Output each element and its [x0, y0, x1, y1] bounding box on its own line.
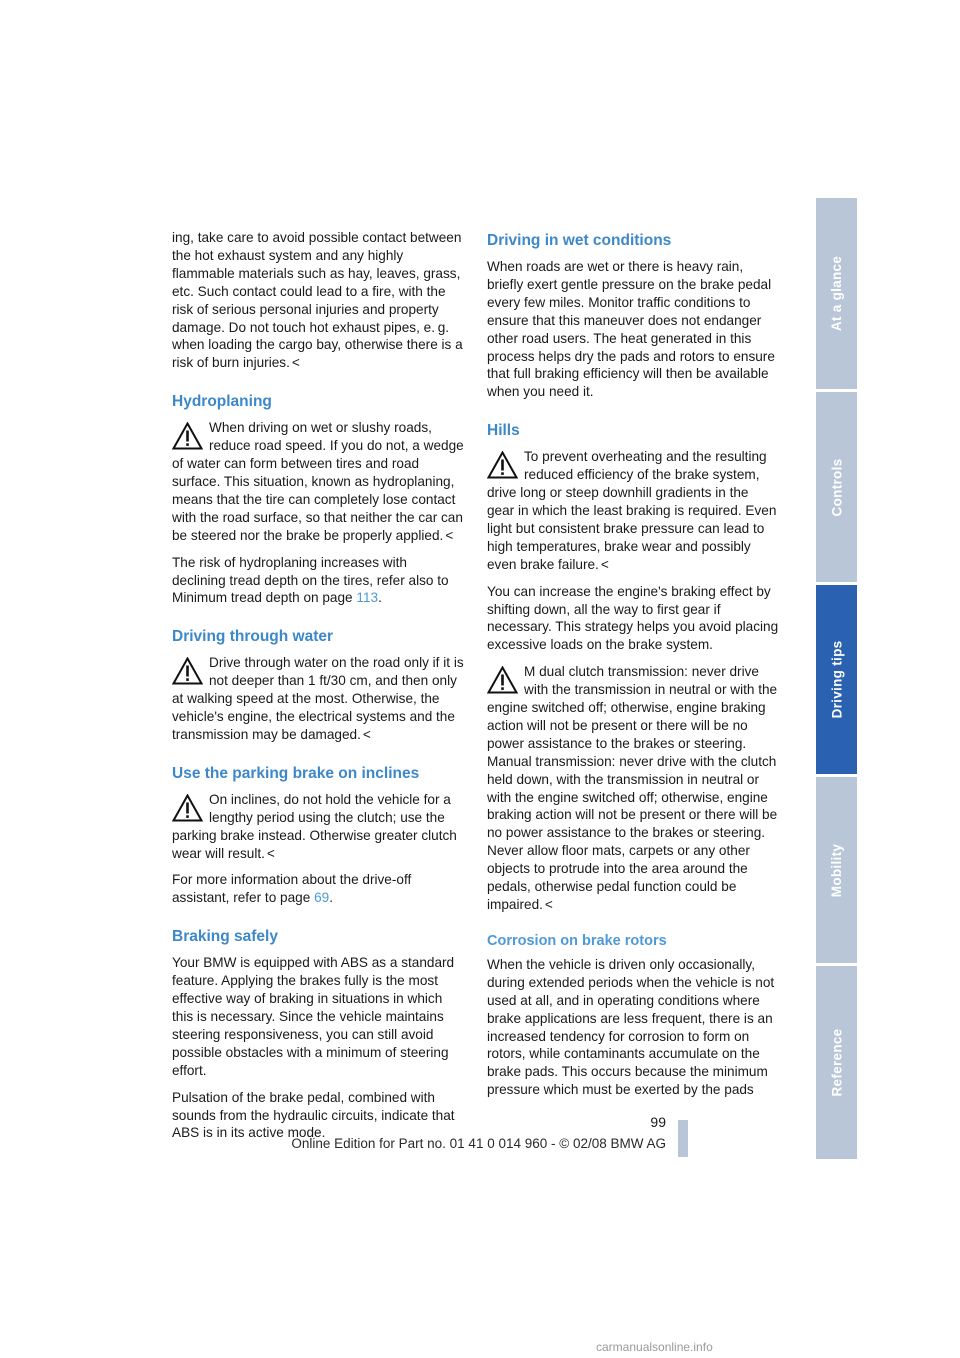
tab-label: Mobility	[829, 843, 844, 897]
hills-warning	[487, 448, 779, 573]
left-column	[172, 229, 464, 1151]
warning-icon	[172, 794, 203, 824]
hills-paragraph: You can increase the engine's braking effect by shifting down, all the way to first gear if necessary. This strategy helps you avoid placing excessive loads on the brake system.	[487, 583, 779, 653]
hydroplaning-text: The risk of hydroplaning increases with declining tread depth on the tires, refer also to Minimum tread depth on page	[172, 554, 449, 606]
end-mark: <	[445, 527, 454, 543]
parking-warning-text: On inclines, do not hold the vehicle for a lengthy period using the clutch; use the parking brake instead. Otherwise greater clutch wear will result.	[172, 791, 457, 861]
tab-label: Reference	[829, 1028, 844, 1097]
hydroplaning-paragraph: The risk of hydroplaning increases with declining tread depth on the tires, refer also to Minimum tread depth on page 113.	[172, 554, 449, 606]
corrosion-heading: Corrosion on brake rotors	[487, 932, 667, 949]
parking-text: For more information about the drive-off assistant, refer to page	[172, 872, 412, 906]
braking-paragraph-2: Pulsation of the brake pedal, combined with sounds from the hydraulic circuits, indicate that ABS is in its active mode.	[172, 1089, 455, 1141]
tab-at-a-glance[interactable]	[816, 198, 857, 389]
right-column	[487, 229, 779, 1108]
water-heading: Driving through water	[172, 628, 334, 646]
hydroplaning-warning-text: When driving on wet or slushy roads, reduce road speed. If you do not, a wedge of water can form between tires and road surface. This situation, known as hydroplaning, means that the tire can completely lose contact with the road surface, so that neither the car can be steered nor the brake be properly applied.	[172, 420, 464, 543]
dct-warning-text: M dual clutch transmission: never drive with the transmission in neutral or with the engine switched off; otherwise, engine braking action will not be present or there will be no power assistance to the brakes or steering.	[487, 664, 778, 751]
floor-mat-warning-text: Never allow floor mats, carpets or any other objects to protrude into the area around the pedals, otherwise pedal function could be impaired.	[487, 843, 750, 912]
tab-label: Controls	[829, 458, 844, 516]
tab-label: At a glance	[829, 255, 845, 332]
end-mark: <	[291, 355, 300, 371]
end-mark: <	[362, 726, 371, 742]
tab-controls[interactable]	[816, 392, 857, 582]
braking-heading: Braking safely	[172, 928, 278, 946]
parking-heading: Use the parking brake on inclines	[172, 764, 420, 782]
warning-icon	[172, 657, 203, 687]
intro-paragraph	[172, 229, 464, 372]
water-warning	[172, 654, 464, 744]
hydroplaning-heading: Hydroplaning	[172, 393, 272, 411]
page-link-69[interactable]: 69	[314, 890, 330, 906]
warning-icon	[172, 422, 203, 452]
tab-reference[interactable]	[816, 966, 857, 1159]
tab-label: Driving tips	[829, 640, 845, 719]
warning-icon	[487, 451, 518, 481]
footer-bar	[678, 1120, 688, 1157]
end-mark: <	[266, 845, 275, 861]
page-number: 99	[650, 1114, 666, 1130]
end-mark: <	[544, 897, 553, 912]
parking-warning	[172, 791, 464, 863]
edition-footer: Online Edition for Part no. 01 41 0 014 960 - © 02/08 BMW AG	[291, 1136, 666, 1151]
hills-warning-text: To prevent overheating and the resulting reduced efficiency of the brake system, drive long or steep downhill gradients in the gear in which the least braking is required. Even light but consistent brake pressure can lead to high temperatures, brake wear and possibly even brake failure.	[487, 449, 777, 572]
manual-warning-text: Manual transmission: never drive with the clutch held down, with the transmission in neutral or with the engine switched off; otherwise, engine braking action will not be present or there will be no power assistance to the brakes or steering.	[487, 753, 778, 841]
tab-mobility[interactable]	[816, 777, 857, 963]
corrosion-paragraph: When the vehicle is driven only occasionally, during extended periods when the vehicle is not used at all, and in operating conditions where brake applications are less frequent, there is an increased tendency for corrosion to form on rotors, while contaminants accumulate on the brake pads. This occurs because the minimum pressure which must be exerted by the pads	[487, 956, 775, 1098]
watermark: carmanualsonline.info	[596, 1340, 713, 1354]
water-warning-text: Drive through water on the road only if it is not deeper than 1 ft/30 cm, and then only at walking speed at the most. Otherwise, the vehicle's engine, the electrical systems and the transmission may be damaged.	[172, 655, 464, 742]
wet-paragraph: When roads are wet or there is heavy rain, briefly exert gentle pressure on the brake pedal every few miles. Monitor traffic conditions to ensure that this maneuver does not endanger other road users. The heat generated in this process helps dry the pads and rotors to ensure that full braking efficiency will then be available when you need it.	[487, 259, 775, 400]
wet-heading: Driving in wet conditions	[487, 232, 672, 249]
hydroplaning-warning	[172, 419, 464, 544]
braking-paragraph-1: Your BMW is equipped with ABS as a standard feature. Applying the brakes fully is the most effective way of braking in situations in which this is necessary. Since the vehicle maintains steering responsiveness, you can still avoid possible obstacles with a minimum of steering effort.	[172, 955, 455, 1078]
hills-heading: Hills	[487, 422, 520, 440]
page-link-113[interactable]: 113	[356, 590, 379, 606]
transmission-warning	[487, 663, 779, 914]
warning-icon	[487, 666, 518, 696]
parking-paragraph: For more information about the drive-off assistant, refer to page 69.	[172, 872, 412, 906]
end-mark: <	[600, 556, 609, 572]
intro-text: ing, take care to avoid possible contact between the hot exhaust system and any highly flammable materials such as hay, leaves, grass, etc. Such contact could lead to a fire, with the risk of serious personal injuries and property damage. Do not touch hot exhaust pipes, e. g. when loading the cargo bay, otherwise there is a risk of burn injuries.	[172, 230, 463, 371]
tab-driving-tips[interactable]	[816, 585, 857, 774]
